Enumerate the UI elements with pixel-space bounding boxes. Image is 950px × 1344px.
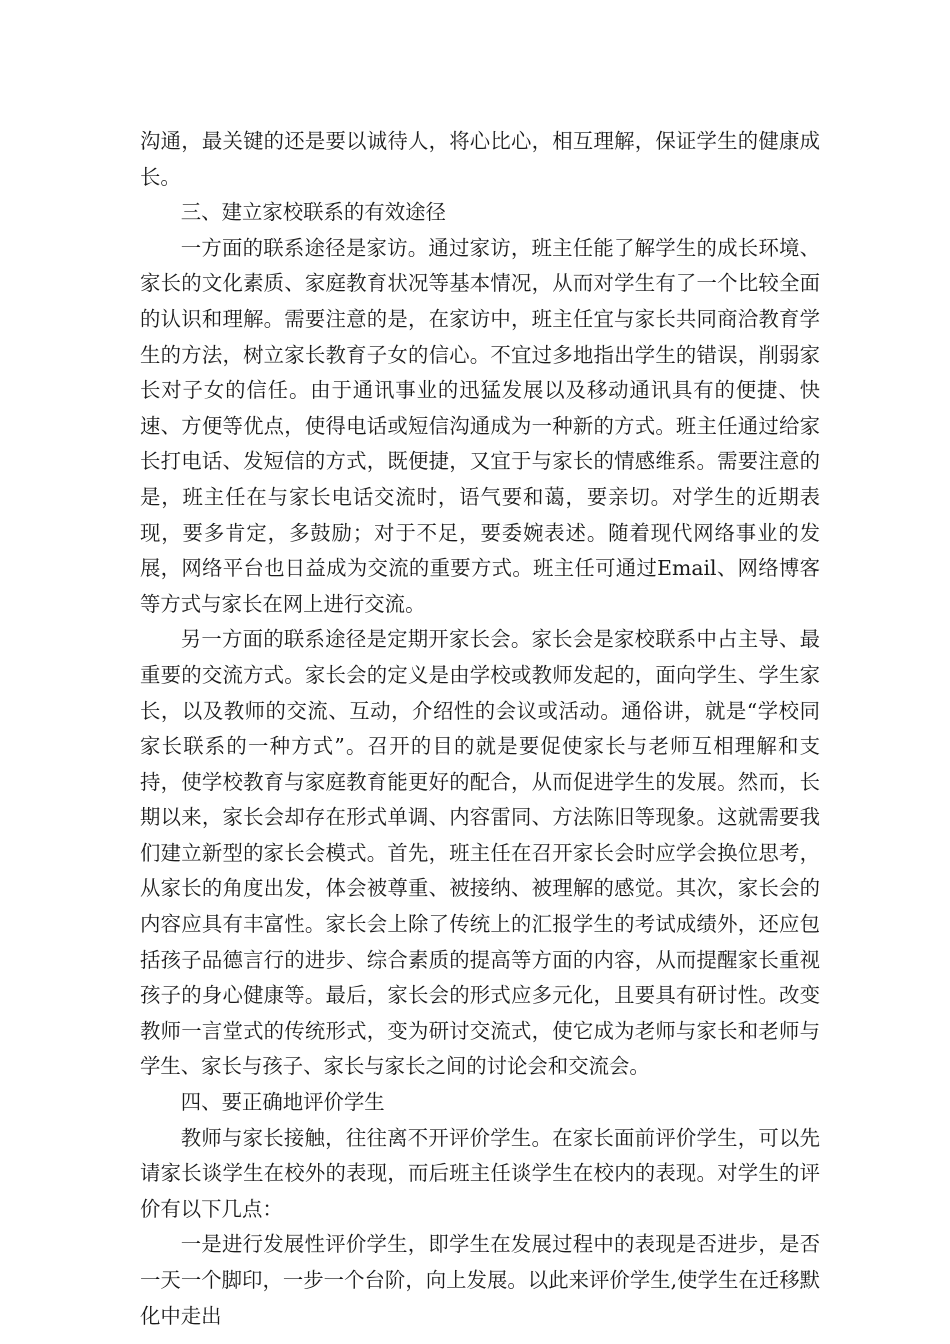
section-heading-3: 三、建立家校联系的有效途径 (180, 200, 446, 225)
paragraph-continuation: 沟通，最关键的还是要以诚待人，将心比心，相互理解，保证学生的健康成长。 (140, 129, 820, 189)
section-heading-4: 四、要正确地评价学生 (180, 1090, 385, 1115)
paragraph-evaluation-intro: 教师与家长接触，往往离不开评价学生。在家长面前评价学生，可以先请家长谈学生在校外的表现，而后班主任谈学生在校内的表现。对学生的评价有以下几点： (140, 1125, 820, 1221)
paragraph-home-visit: 一方面的联系途径是家访。通过家访，班主任能了解学生的成长环境、家长的文化素质、家庭教育状况等基本情况，从而对学生有了一个比较全面的认识和理解。需要注意的是，在家访中，班主任宜与家长共同商洽教育学生的方法，树立家长教育子女的信心。不宜过多地指出学生的错误，削弱家长对子女的信任。由于通讯事业的迅猛发展以及移动通讯具有的便捷、快速、方便等优点，使得电话或短信沟通成为一种新的方式。班主任通过给家长打电话、发短信的方式，既便捷，又宜于与家长的情感维系。需要注意的是，班主任在与家长电话交流时，语气要和蔼，要亲切。对学生的近期表现，要多肯定，多鼓励；对于不足，要委婉表述。随着现代网络事业的发展，网络平台也日益成为交流的重要方式。班主任可通过Email、网络博客等方式与家长在网上进行交流。 (140, 235, 820, 616)
paragraph-developmental-evaluation: 一是进行发展性评价学生，即学生在发展过程中的表现是否进步，是否一天一个脚印，一步一个台阶，向上发展。以此来评价学生,使学生在迁移默化中走出 (140, 1232, 820, 1328)
document-page (140, 124, 820, 1334)
paragraph-parent-meeting: 另一方面的联系途径是定期开家长会。家长会是家校联系中占主导、最重要的交流方式。家长会的定义是由学校或教师发起的，面向学生、学生家长，以及教师的交流、互动，介绍性的会议或活动。通俗讲，就是“学校同家长联系的一种方式”。召开的目的就是要促使家长与老师互相理解和支持，使学校教育与家庭教育能更好的配合，从而促进学生的发展。然而，长期以来，家长会却存在形式单调、内容雷同、方法陈旧等现象。这就需要我们建立新型的家长会模式。首先，班主任在召开家长会时应学会换位思考，从家长的角度出发，体会被尊重、被接纳、被理解的感觉。其次，家长会的内容应具有丰富性。家长会上除了传统上的汇报学生的考试成绩外，还应包括孩子品德言行的进步、综合素质的提高等方面的内容，从而提醒家长重视孩子的身心健康等。最后，家长会的形式应多元化，且要具有研讨性。改变教师一言堂式的传统形式，变为研讨交流式，使它成为老师与家长和老师与学生、家长与孩子、家长与家长之间的讨论会和交流会。 (140, 627, 820, 1079)
